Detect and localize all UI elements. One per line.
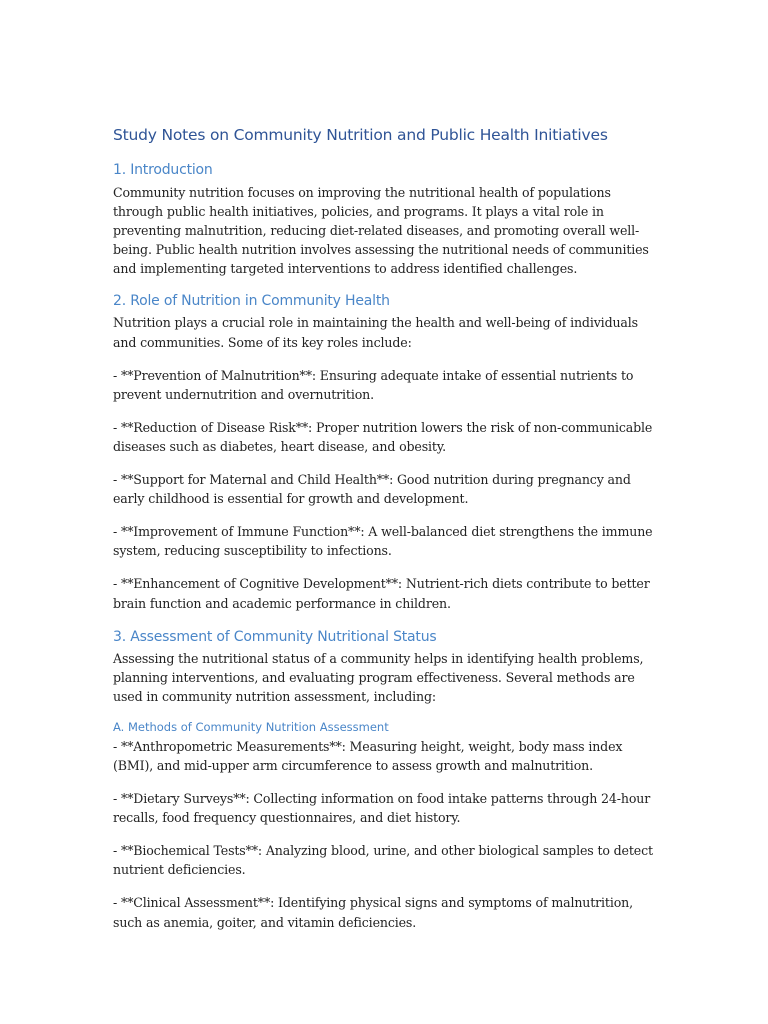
subsection-heading-methods: A. Methods of Community Nutrition Assessment: [113, 719, 389, 734]
list-item: - **Support for Maternal and Child Health**: Good nutrition during pregnancy and early childhood is essential for growth and development.: [113, 472, 631, 507]
section-heading-role: 2. Role of Nutrition in Community Health: [113, 293, 390, 310]
introduction-paragraph: Community nutrition focuses on improving the nutritional health of populations through public health initiatives, policies, and programs. It plays a vital role in preventing malnutrition, reducing diet-related diseases, and promoting overall well-being. Public health nutrition involves assessing the nutritional needs of communities and implementing targeted interventions to address identified challenges.: [113, 185, 649, 277]
list-item: - **Clinical Assessment**: Identifying physical signs and symptoms of malnutrition, such as anemia, goiter, and vitamin deficiencies.: [113, 895, 633, 930]
list-item: - **Improvement of Immune Function**: A well-balanced diet strengthens the immune system, reducing susceptibility to infections.: [113, 524, 653, 559]
list-item: - **Biochemical Tests**: Analyzing blood, urine, and other biological samples to detect nutrient deficiencies.: [113, 843, 653, 878]
list-item: - **Enhancement of Cognitive Development**: Nutrient-rich diets contribute to better brain function and academic performance in children.: [113, 576, 650, 611]
list-item: - **Reduction of Disease Risk**: Proper nutrition lowers the risk of non-communicable diseases such as diabetes, heart disease, and obesity.: [113, 419, 653, 454]
section-heading-assessment: 3. Assessment of Community Nutritional Status: [113, 628, 437, 645]
list-item: - **Prevention of Malnutrition**: Ensuring adequate intake of essential nutrients to prevent undernutrition and overnutrition.: [113, 367, 634, 402]
document-title: Study Notes on Community Nutrition and Public Health Initiatives: [113, 126, 608, 144]
section-heading-introduction: 1. Introduction: [113, 162, 213, 178]
role-paragraph: Nutrition plays a crucial role in maintaining the health and well-being of individuals and communities. Some of its key roles include:: [113, 315, 638, 350]
document-page: [113, 118, 658, 932]
list-item: - **Dietary Surveys**: Collecting information on food intake patterns through 24-hour recalls, food frequency questionnaires, and diet history.: [113, 791, 651, 826]
list-item: - **Anthropometric Measurements**: Measuring height, weight, body mass index (BMI), and mid-upper arm circumference to assess growth and malnutrition.: [113, 738, 623, 773]
assessment-paragraph: Assessing the nutritional status of a community helps in identifying health problems, planning interventions, and evaluating program effectiveness. Several methods are used in community nutrition assessment, including:: [113, 650, 644, 704]
